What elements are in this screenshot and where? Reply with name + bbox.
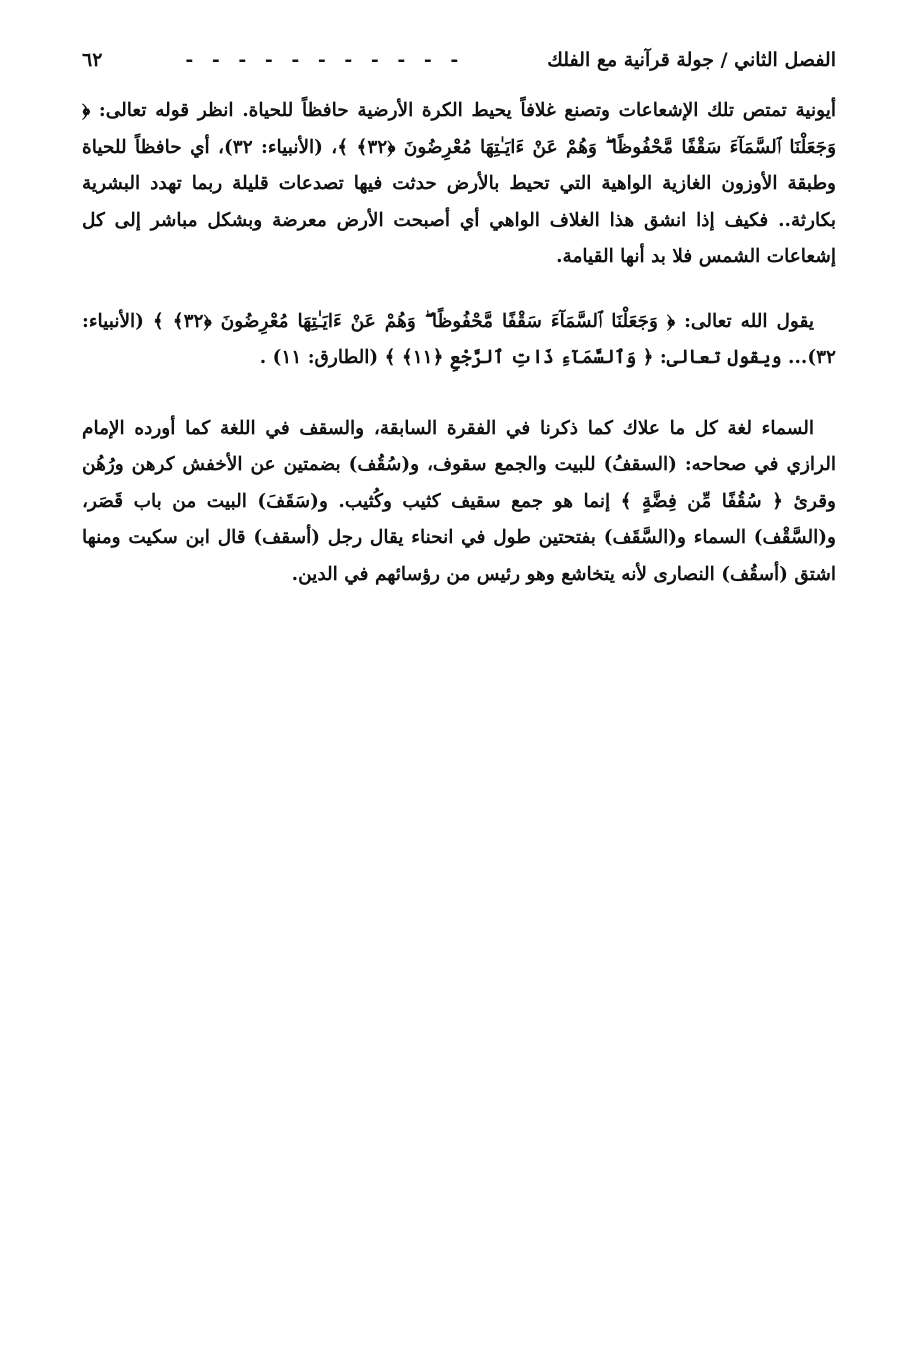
running-header <box>82 40 836 80</box>
chapter-title: الفصل الثاني / جولة قرآنية مع الفلك <box>547 49 836 71</box>
paragraph-quran-verses: يقول الله تعالى: ﴿ وَجَعَلْنَا ٱلسَّمَآءَ سَقْفًا مَّحْفُوظًا ۖ وَهُمْ عَنْ ءَايَـٰتِهَا مُعْرِضُونَ ﴿٣٢﴾ ﴾ (الأنبياء: ٣٢)... ويقول تعالى: ﴿ وَٱلسَّمَآءِ ذَاتِ ٱلرَّجْعِ ﴿١١﴾ ﴾ (الطارق: ١١) . <box>82 310 836 368</box>
paragraph-sky-definition: السماء لغة كل ما علاك كما ذكرنا في الفقرة السابقة، والسقف في اللغة كما أورده الإمام الرازي في صحاحه: (السقفُ) للبيت والجمع سقوف، و(سُقُف) بضمتين عن الأخفش كرهن ورُهُن وقرئ ﴿ سُقُفًا مِّن فِضَّةٍ ﴾ إنما هو جمع سقيف كثيب وكُثيب. و(سَقَفَ) البيت من باب قَصَر، و(السَّقْف) السماء و(السَّقَف) بفتحتين طول في انحناء يقال رجل (أسقف) قال ابن سكيت ومنها اشتق (أسقُف) النصارى لأنه يتخاشع وهو رئيس من رؤسائهم في الدين. <box>82 417 836 585</box>
header-dot-leader: - - - - - - - - - - - <box>185 49 465 71</box>
page-number: ٦٢ <box>82 49 103 71</box>
book-page <box>82 40 836 593</box>
paragraph-ozone: أيونية تمتص تلك الإشعاعات وتصنع غلافاً يحيط الكرة الأرضية حافظاً للحياة. انظر قوله تعالى: ﴿ وَجَعَلْنَا ٱلسَّمَآءَ سَقْفًا مَّحْفُوظًا ۖ وَهُمْ عَنْ ءَايَـٰتِهَا مُعْرِضُونَ ﴿٣٢﴾ ﴾، (الأنبياء: ٣٢)، أي حافظاً للحياة وطبقة الأوزون الغازية الواهية التي تحيط بالأرض حدثت فيها تصدعات قليلة ربما تهدد البشرية بكارثة.. فكيف إذا انشق هذا الغلاف الواهي أي أصبحت الأرض معرضة وبشكل مباشر إلى كل إشعاعات الشمس فلا بد أنها القيامة. <box>82 100 837 267</box>
